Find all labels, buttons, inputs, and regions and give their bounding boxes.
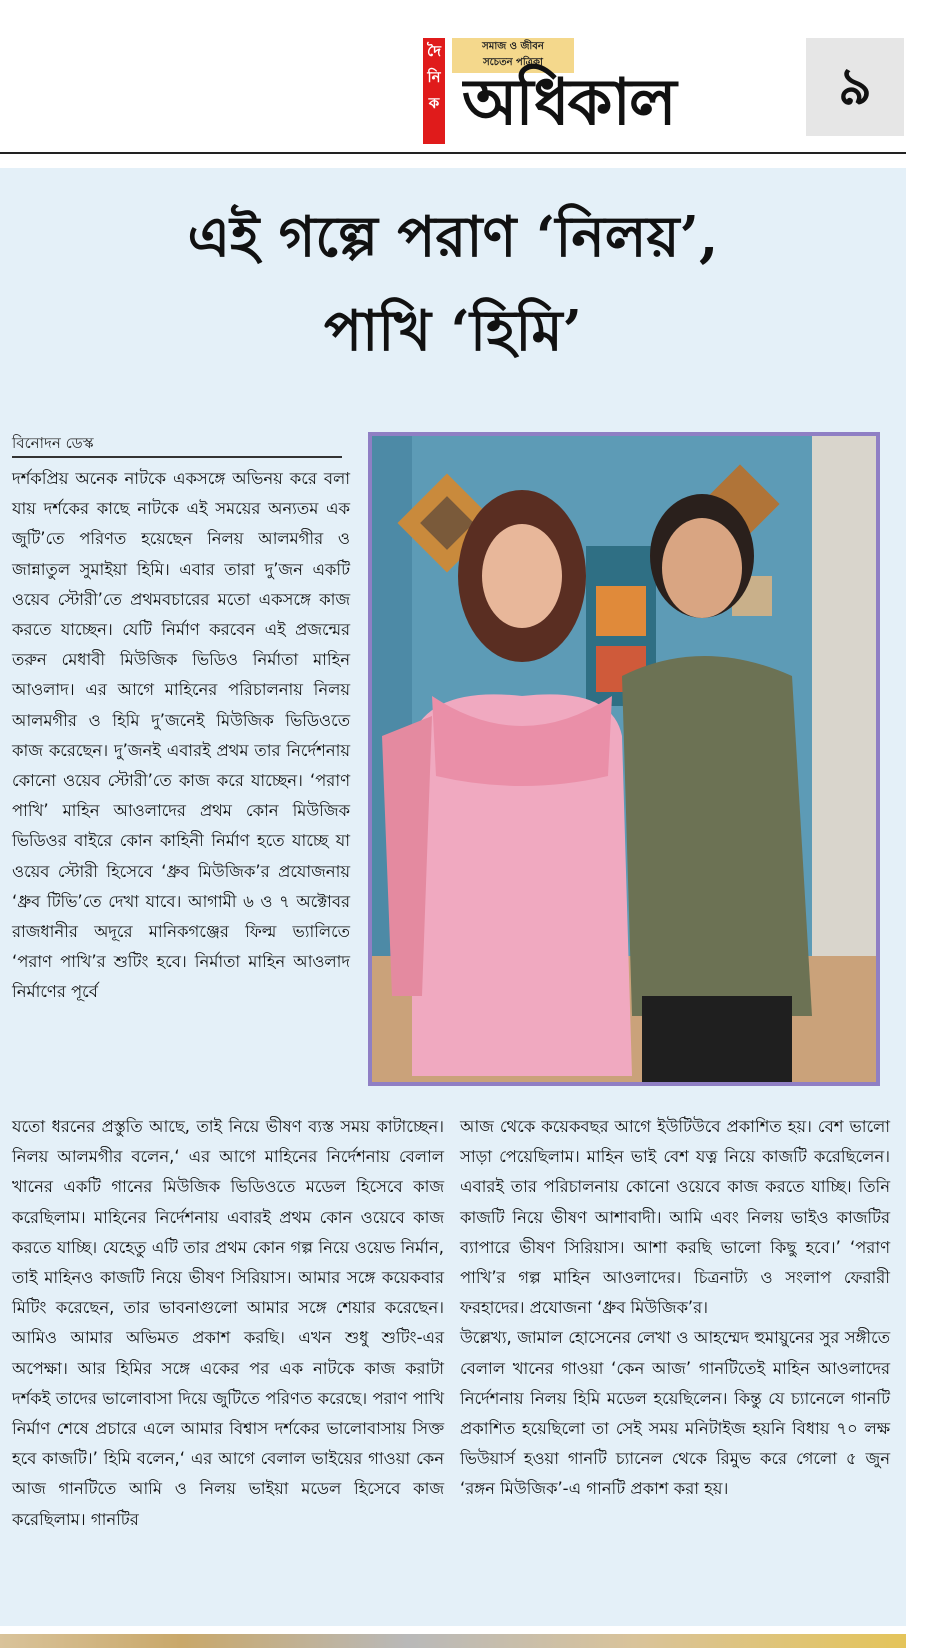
byline-desk: বিনোদন ডেস্ক [12,432,342,458]
vertical-tag-char: দৈ [427,42,441,60]
article-column-left-top [12,464,350,1008]
article-column-left-bottom [12,1112,444,1535]
daily-vertical-tag [423,38,445,144]
vertical-tag-char: ক [428,94,440,112]
headline-line: পাখি ‘হিমি’ [323,298,583,364]
next-article-strip [0,1634,906,1648]
article-column-right-bottom [460,1112,890,1505]
article-headline [20,190,886,378]
masthead [0,0,937,152]
article-paragraph: উল্লেখ্য, জামাল হোসেনের লেখা ও আহম্মেদ হুমায়ুনের সুর সঙ্গীতে বেলাল খানের গাওয়া ‘কেন আজ’ গানটিতেই মাহিন আওলাদের নির্দেশনায় নিলয় হিমি মডেল হয়েছিলেন। কিন্তু যে চ্যানেলে গানটি প্রকাশিত হয়েছিলো তা সেই সময় মনিটাইজ হয়নি বিধায় ৭০ লক্ষ ভিউয়ার্স হওয়া গানটি চ্যানেল থেকে রিমুভ করে গেলো ৫ জুন ‘রঙ্গন মিউজিক’-এ গানটি প্রকাশ করা হয়। [460,1328,890,1499]
article-paragraph: আজ থেকে কয়েকবছর আগে ইউটিউবে প্রকাশিত হয়। বেশ ভালো সাড়া পেয়েছিলাম। মাহিন ভাই বেশ যত্ন নিয়ে কাজটি করেছিলেন। এবারই তার পরিচালনায় কোনো ওয়েবে কাজ করতে যাচ্ছি। তিনি কাজটি নিয়ে ভীষণ আশাবাদী। আমি এবং নিলয় ভাইও কাজটির ব্যাপারে ভীষণ সিরিয়াস। আশা করছি ভালো কিছু হবে।’ ‘পরাণ পাখি’র গল্প মাহিন আওলাদের। চিত্রনাট্য ও সংলাপ ফেরারী ফরহাদের। প্রযোজনা ‘ধ্রুব মিউজিক’র। [460,1117,890,1318]
article-paragraph: যতো ধরনের প্রস্তুতি আছে, তাই নিয়ে ভীষণ ব্যস্ত সময় কাটাচ্ছেন। নিলয় আলমগীর বলেন,‘ এর আগে মাহিনের নির্দেশনায় বেলাল খানের একটি গানের মিউজিক ভিডিওতে মডেল হিসেবে কাজ করেছিলাম। মাহিনের নির্দেশনায় এবারই প্রথম কোন ওয়েবে কাজ করতে যাচ্ছি। যেহেতু এটি তার প্রথম কোন গল্প নিয়ে ওয়েভ নির্মান, তাই মাহিনও কাজটি নিয়ে ভীষণ সিরিয়াস। আমার সঙ্গে কয়েকবার মিটিং করেছেন, তার ভাবনাগুলো আমার সঙ্গে শেয়ার করেছেন। আমিও আমার অভিমত প্রকাশ করছি। এখন শুধু শুটিং-এর অপেক্ষা। আর হিমির সঙ্গে একের পর এক নাটকে কাজ করাটা দর্শকই তাদের ভালোবাসা দিয়ে জুটিতে পরিণত করেছে। পরাণ পাখি নির্মাণ শেষে প্রচারে এলে আমার বিশ্বাস দর্শকের ভালোবাসায় সিক্ত হবে কাজটি।’ হিমি বলেন,‘ এর আগে বেলাল ভাইয়ের গাওয়া কেন আজ গানটিতে আমি ও নিলয় ভাইয়া মডেল হিসেবে কাজ করেছিলাম। গানটির [12,1117,444,1529]
tagline-line: সমাজ ও জীবন [482,41,544,52]
vertical-tag-char: নি [427,68,441,86]
tagline-line: সচেতন পত্রিকা [483,57,543,68]
headline-line: এই গল্পে পরাণ ‘নিলয়’, [187,204,719,270]
page-number: ৯ [806,38,904,136]
article-paragraph: দর্শকপ্রিয় অনেক নাটকে একসঙ্গে অভিনয় করে বলা যায় দর্শকের কাছে নাটকে এই সময়ের অন্যতম এক জুটি’তে পরিণত হয়েছেন নিলয় আলমগীর ও জান্নাতুল সুমাইয়া হিমি। এবার তারা দু’জন একটি ওয়েব স্টোরী’তে প্রথমবচারের মতো একসঙ্গে কাজ করতে যাচ্ছেন। যেটি নির্মাণ করবেন এই প্রজন্মের তরুন মেধাবী মিউজিক ভিডিও নির্মাতা মাহিন আওলাদ। এর আগে মাহিনের পরিচালনায় নিলয় আলমগীর ও হিমি দু’জনেই মিউজিক ভিডিওতে কাজ করেছেন। দু’জনই এবারই প্রথম তার নির্দেশনায় কোনো ওয়েব স্টোরী’তে কাজ করে যাচ্ছেন। ‘পরাণ পাখি’ মাহিন আওলাদের প্রথম কোন মিউজিক ভিডিওর বাইরে কোন কাহিনী নির্মাণ হতে যাচ্ছে যা ওয়েব স্টোরী হিসেবে ‘ধ্রুব মিউজিক’র প্রযোজনায় ‘ধ্রুব টিভি’তে দেখা যাবে। আগামী ৬ ও ৭ অক্টোবর রাজধানীর অদূরে মানিকগঞ্জের ফিল্ম ভ্যালিতে ‘পরাণ পাখি’র শুটিং হবে। নির্মাতা মাহিন আওলাদ নির্মাণের পূর্বে [12,469,350,1002]
article-photo [368,432,880,1086]
masthead-divider [0,152,906,154]
photo-illustration [372,436,876,1082]
newspaper-logo: অধিকাল [462,65,675,140]
